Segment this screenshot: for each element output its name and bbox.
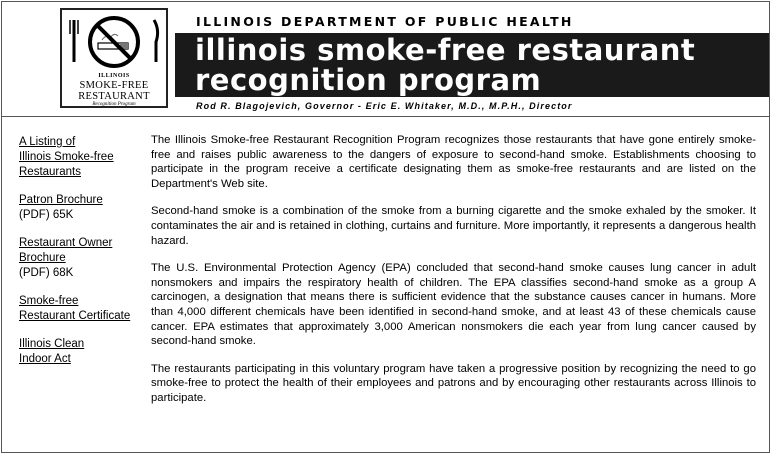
sidebar-item-owner-brochure [19,236,139,281]
sidebar-item-certificate [19,294,139,324]
logo-restaurant: RESTAURANT [78,91,150,102]
sidebar-item-clean-indoor-act [19,337,139,367]
clean-indoor-act-link[interactable]: Illinois Clean Indoor Act [19,338,85,365]
paragraph-epa: The U.S. Environmental Protection Agency (EPA) concluded that second-hand smoke causes lung cancer in adult nonsmokers and impairs the respiratory health of children. The EPA classifies second-hand smoke as a group A carcinogen, a designation that means there is sufficient evidence that the substance causes cancer in humans. More than 4,000 different chemicals have been identified in second-hand smoke, and at least 43 of these chemicals cause cancer. EPA estimates that approximately 3,000 American nonsmokers die each year from lung cancer caused by second-hand smoke. [151,262,756,348]
owner-brochure-size: (PDF) 68K [19,267,74,279]
main-content [151,133,756,419]
restaurant-listing-link[interactable]: A Listing of Illinois Smoke-free Restaurants [19,136,114,178]
page-title-line2: recognition program [195,63,542,97]
paragraph-definition: Second-hand smoke is a combination of the smoke from a burning cigarette and the smoke exhaled by the smoker. It contaminates the air and is retained in clothing, curtains and furniture. More importantly, it represents a dangerous health hazard. [151,205,756,247]
paragraph-participation: The restaurants participating in this voluntary program have taken a progressive position by recognizing the need to go smoke-free to protect the health of their employees and patrons and by encouraging other restaurants across Illinois to participate. [151,362,756,404]
page-title-line1: illinois smoke-free restaurant [195,33,696,67]
logo-state: ILLINOIS [98,73,130,79]
department-name: ILLINOIS DEPARTMENT OF PUBLIC HEALTH [196,14,574,29]
patron-brochure-size: (PDF) 65K [19,209,74,221]
no-smoking-icon [62,10,166,72]
patron-brochure-link[interactable]: Patron Brochure [19,194,103,206]
sidebar-item-restaurant-listing [19,135,139,180]
paragraph-intro: The Illinois Smoke-free Restaurant Recognition Program recognizes those restaurants that have gone entirely smoke-free and raises public awareness to the dangers of exposure to second-hand smoke. Establishments choosing to participate in the program receive a certificate designating them as smoke-free restaurants and are listed on the Department's Web site. [151,134,756,190]
certificate-link[interactable]: Smoke-free Restaurant Certificate [19,295,131,322]
sidebar-nav [19,135,139,380]
page-header [2,2,769,117]
page-frame [1,1,770,453]
sidebar-item-patron-brochure [19,193,139,223]
officials-line: Rod R. Blagojevich, Governor - Eric E. Whitaker, M.D., M.P.H., Director [196,101,573,111]
owner-brochure-link[interactable]: Restaurant Owner Brochure [19,237,113,264]
title-banner [175,33,769,97]
smoke-free-restaurant-logo [60,8,168,108]
logo-program: Recognition Program [92,102,136,107]
logo-smoke-free: SMOKE-FREE [79,80,149,91]
